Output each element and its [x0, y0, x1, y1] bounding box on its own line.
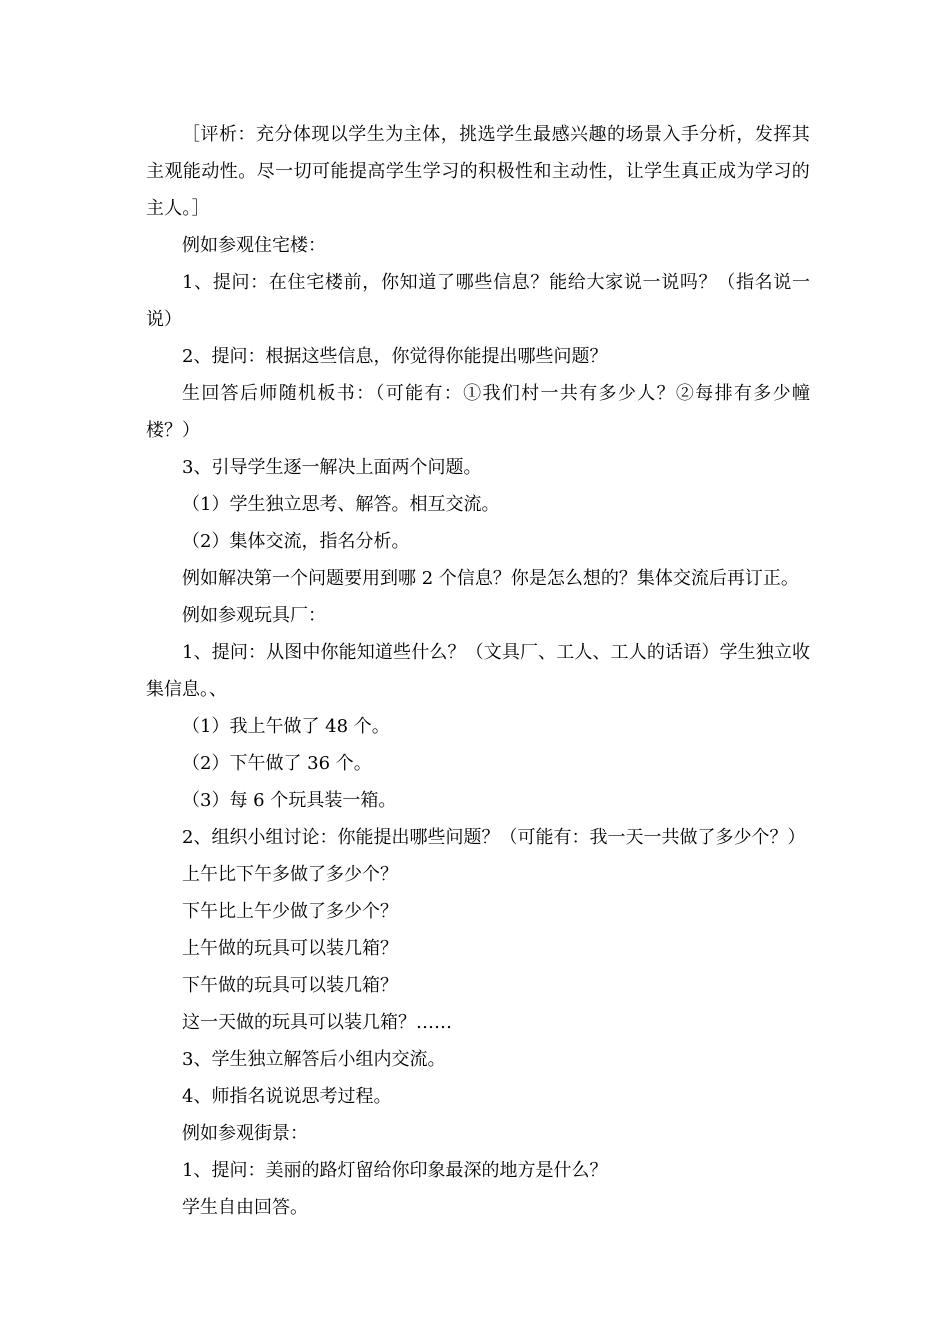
paragraph-student-answer: 学生自由回答。	[182, 1197, 308, 1218]
section-heading-street: 例如参观街景：	[182, 1123, 308, 1144]
paragraph-street-step-1: 1、提问：美丽的路灯留给你印象最深的地方是什么？	[182, 1160, 608, 1181]
section-heading-residential: 例如参观住宅楼：	[182, 235, 326, 256]
paragraph-toy-step-2: 2、组织小组讨论：你能提出哪些问题？（可能有：我一天一共做了多少个？）	[182, 827, 806, 848]
paragraph-toy-info-3: （3）每 6 个玩具装一箱。	[182, 790, 397, 811]
paragraph-substep-2: （2）集体交流，指名分析。	[182, 531, 410, 552]
paragraph-board-notes: 生回答后师随机板书：（可能有：①我们村一共有多少人？②每排有多少幢楼？）	[146, 383, 810, 441]
paragraph-question-1: 上午比下午多做了多少个？	[182, 864, 398, 885]
paragraph-toy-step-1: 1、提问：从图中你能知道些什么？（文具厂、工人、工人的话语）学生独立收集信息。、	[146, 642, 810, 700]
paragraph-question-3: 上午做的玩具可以装几箱？	[182, 938, 398, 959]
paragraph-toy-info-1: （1）我上午做了 48 个。	[182, 716, 390, 737]
paragraph-example-question: 例如解决第一个问题要用到哪 2 个信息？你是怎么想的？集体交流后再订正。	[182, 568, 799, 589]
paragraph-toy-step-4: 4、师指名说说思考过程。	[182, 1086, 392, 1107]
paragraph-step-1: 1、提问：在住宅楼前，你知道了哪些信息？能给大家说一说吗？（指名说一说）	[146, 272, 810, 330]
paragraph-substep-1: （1）学生独立思考、解答。相互交流。	[182, 494, 500, 515]
paragraph-toy-step-3: 3、学生独立解答后小组内交流。	[182, 1049, 446, 1070]
section-heading-toy-factory: 例如参观玩具厂：	[182, 605, 326, 626]
paragraph-step-2: 2、提问：根据这些信息，你觉得你能提出哪些问题？	[182, 346, 608, 367]
paragraph-toy-info-2: （2）下午做了 36 个。	[182, 753, 372, 774]
paragraph-step-3: 3、引导学生逐一解决上面两个问题。	[182, 457, 482, 478]
document-body	[146, 116, 810, 1226]
paragraph-question-4: 下午做的玩具可以装几箱？	[182, 975, 398, 996]
paragraph-question-5: 这一天做的玩具可以装几箱？……	[182, 1012, 452, 1033]
paragraph-question-2: 下午比上午少做了多少个？	[182, 901, 398, 922]
comment-paragraph: ［评析：充分体现以学生为主体，挑选学生最感兴趣的场景入手分析，发挥其主观能动性。尽一切可能提高学生学习的积极性和主动性，让学生真正成为学习的主人。］	[146, 124, 810, 219]
